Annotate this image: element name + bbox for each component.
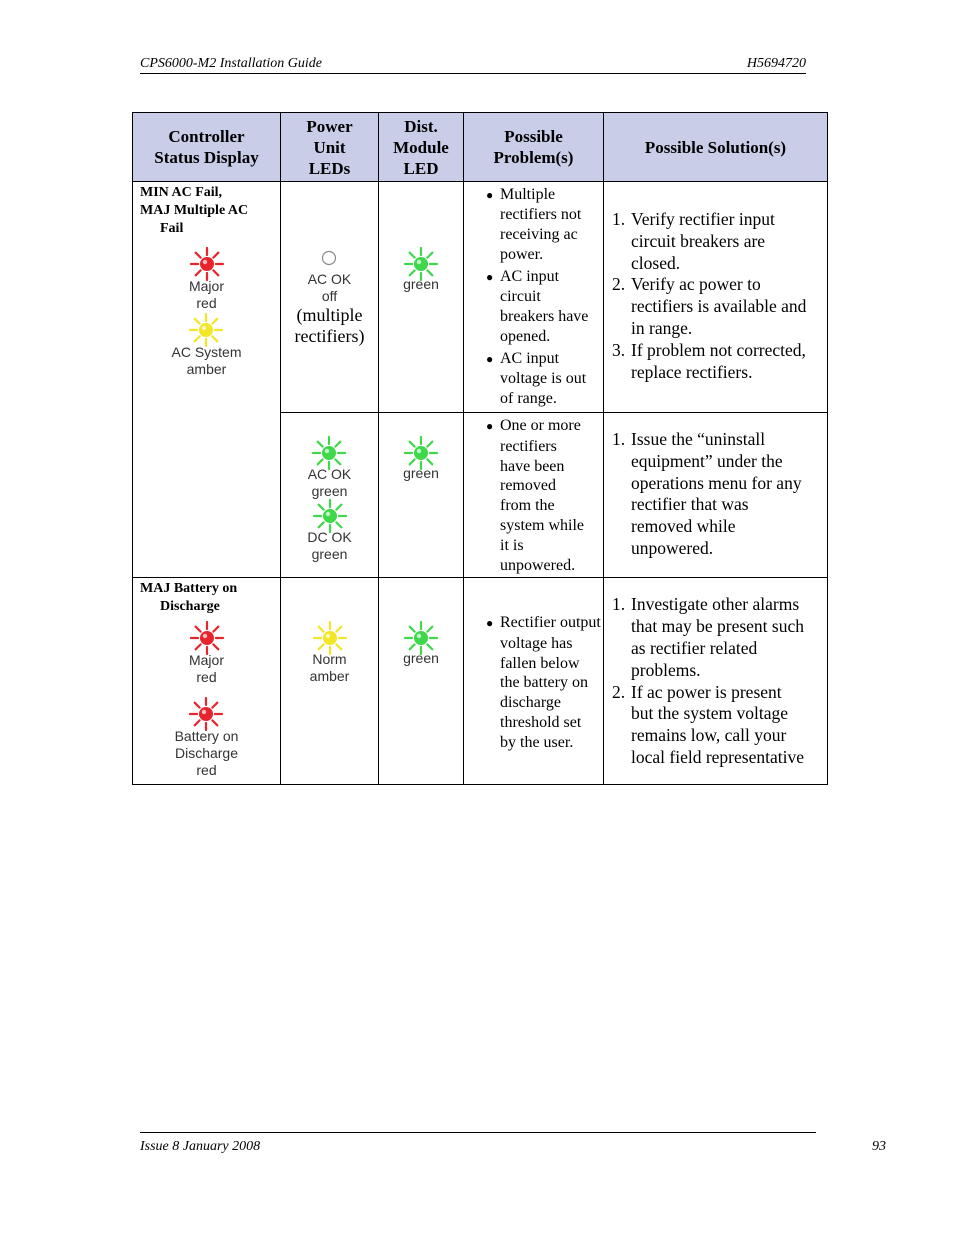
led-label-line: Major [188, 278, 224, 294]
list-item: 1. Issue the “uninstall equipment” under the operations menu for any rectifier that was removed while unpowered. [612, 429, 802, 558]
header-power-unit [281, 113, 379, 182]
controller-title-line: Fail [160, 221, 184, 236]
solution-line: problems. [631, 659, 701, 680]
led-label-line: red [196, 669, 217, 686]
dist-module-cell [379, 413, 464, 578]
solution-line: unpowered. [631, 537, 714, 558]
led-amber-icon [188, 312, 224, 348]
problem-line: voltage has [500, 635, 573, 653]
led-label-line: AC System [171, 344, 242, 360]
controller-led-group [133, 246, 280, 378]
solution-line: rectifiers is available and [631, 296, 807, 317]
problem-list [464, 613, 603, 752]
dist-module-cell [379, 578, 464, 785]
solution-line: closed. [631, 252, 681, 273]
header-problem-line: Problem(s) [493, 148, 574, 167]
power-unit-cell [281, 578, 379, 785]
problem-line: have been [500, 457, 565, 475]
problem-line: Multiple [500, 186, 556, 203]
power-note-line: rectifiers) [294, 326, 365, 346]
solution-line: If problem not corrected, [631, 339, 806, 360]
problem-list [464, 185, 603, 409]
led-label-line: amber [309, 668, 350, 685]
problem-line: from the [500, 497, 555, 515]
controller-led-group [133, 620, 280, 779]
problem-line: system while [500, 516, 584, 534]
led-label [171, 344, 241, 378]
controller-led-major [189, 620, 225, 686]
problem-line: AC input [500, 350, 560, 367]
solution-line: removed while [631, 516, 736, 537]
header-controller-line: Status Display [154, 148, 259, 167]
list-item: ● Multiple rectifiers not receiving ac power. [486, 186, 582, 263]
problem-line: removed [500, 477, 556, 495]
solution-line: that may be present such [631, 616, 805, 637]
controller-alarm-title [133, 182, 280, 238]
page-number: 93 [872, 1139, 886, 1154]
problem-line: fallen below [500, 654, 580, 672]
problem-line: discharge [500, 694, 562, 712]
header-doc-title: CPS6000-M2 Installation Guide [140, 56, 322, 71]
problem-line: the battery on [500, 674, 588, 692]
power-note [295, 305, 365, 347]
solution-line: circuit breakers are [631, 230, 766, 251]
led-red-icon [188, 696, 224, 732]
problem-line: Rectifier output [500, 614, 601, 632]
solution-list [604, 429, 827, 560]
led-label [310, 651, 350, 685]
controller-alarm-title [133, 578, 280, 616]
power-led-norm [281, 620, 378, 685]
led-label-line: AC OK [307, 466, 352, 482]
list-item: 1. Investigate other alarms that may be present such as rectifier related problems. [612, 594, 805, 680]
problem-list [464, 416, 603, 575]
led-label-line: amber [186, 361, 227, 377]
led-label-line: AC OK [307, 271, 352, 287]
led-label-line: Major [188, 652, 224, 669]
problem-line: breakers have [500, 308, 589, 325]
led-label-line: Battery on [174, 728, 239, 745]
header-dist-line: Dist. [404, 116, 438, 136]
controller-title-line: MIN AC Fail, [140, 185, 223, 200]
controller-cell [133, 182, 281, 578]
page-footer [140, 1139, 886, 1155]
controller-title-line: Discharge [160, 599, 220, 615]
dist-led [379, 620, 463, 667]
power-led-group [281, 247, 378, 347]
solution-line: operations menu for any [631, 472, 802, 493]
problem-line: receiving ac [500, 226, 578, 243]
power-note-line: (multiple [296, 305, 363, 325]
power-led-dc-ok [307, 498, 351, 563]
led-label [308, 271, 352, 305]
table-row [133, 578, 828, 785]
led-label: green [403, 276, 439, 292]
dist-led [379, 246, 463, 293]
led-off-icon [318, 247, 340, 269]
header-dist-line: LED [403, 158, 439, 178]
header-dist-module [379, 113, 464, 182]
led-label-line: red [196, 295, 217, 311]
problem-line: rectifiers not [500, 206, 582, 223]
problem-cell [464, 182, 604, 413]
solution-cell [604, 578, 828, 785]
list-item: ● AC input voltage is out of range. [486, 350, 587, 407]
solution-cell [604, 182, 828, 413]
list-item: ● One or more rectifiers have been removed from the system while it is unpowered. [486, 417, 584, 574]
solution-line: as rectifier related [631, 637, 758, 658]
header-controller-line: Controller [168, 127, 245, 146]
led-label-line: Norm [312, 651, 347, 668]
solution-line: Issue the “uninstall [631, 429, 766, 449]
controller-title-line: MAJ Battery on [140, 581, 238, 597]
header-controller [133, 113, 281, 182]
header-solution: Possible Solution(s) [604, 113, 828, 182]
power-unit-cell [281, 413, 379, 578]
solution-line: replace rectifiers. [631, 361, 753, 382]
controller-led-major [189, 246, 225, 312]
header-doc-number: H5694720 [746, 56, 806, 71]
header-problem-line: Possible [504, 127, 563, 146]
footer-issue: Issue 8 January 2008 [140, 1139, 261, 1154]
controller-title-line: MAJ Multiple AC [140, 203, 249, 218]
solution-line: but the system voltage [631, 703, 788, 724]
solution-list [604, 594, 827, 768]
list-item: 2. If ac power is present but the system voltage remains low, call your local field representative [612, 681, 804, 767]
header-dist-line: Module [393, 137, 449, 157]
solution-line: local field representative [631, 746, 804, 767]
controller-cell [133, 578, 281, 785]
dist-led [379, 435, 463, 482]
led-red-icon [189, 246, 225, 282]
led-label [189, 278, 224, 312]
page-header [140, 55, 806, 74]
problem-line: it is [500, 536, 524, 554]
solution-line: Verify ac power to [631, 274, 761, 295]
led-label [189, 652, 224, 686]
led-label-line: green [311, 546, 348, 562]
problem-line: threshold set [500, 713, 582, 731]
solution-cell [604, 413, 828, 578]
solution-line: in range. [631, 317, 693, 338]
power-led-ac-ok [308, 435, 352, 500]
led-label [307, 529, 351, 563]
solution-line: remains low, call your [631, 725, 787, 746]
power-led-ac-ok [308, 247, 352, 305]
power-unit-cell [281, 182, 379, 413]
led-label [175, 728, 239, 779]
list-item: ● AC input circuit breakers have opened. [486, 268, 589, 345]
led-label: green [403, 650, 439, 667]
header-problem [464, 113, 604, 182]
footer-rule [140, 1132, 816, 1133]
problem-line: One or more [500, 417, 581, 434]
header-power-line: Power [306, 116, 353, 136]
list-item: 2. Verify ac power to rectifiers is available and in range. [612, 274, 807, 338]
controller-led-battery-discharge [175, 696, 239, 779]
problem-cell [464, 413, 604, 578]
power-led-group [281, 435, 378, 563]
led-label-line: DC OK [307, 529, 352, 545]
problem-line: rectifiers [500, 437, 557, 455]
header-power-line: Unit [313, 137, 346, 157]
controller-led-ac-system [171, 312, 241, 378]
problem-line: by the user. [500, 733, 574, 751]
dist-module-cell [379, 182, 464, 413]
solution-line: rectifier that was [631, 494, 749, 515]
list-item: 1. Verify rectifier input circuit breakers are closed. [612, 209, 775, 273]
led-label-line: off [321, 288, 338, 304]
list-item: ● Rectifier output voltage has fallen below the battery on discharge threshold set by the user. [486, 614, 601, 751]
problem-line: AC input [500, 268, 560, 285]
table-row [133, 182, 828, 413]
problem-line: voltage is out [500, 370, 587, 387]
problem-line: circuit [500, 288, 541, 305]
problem-cell [464, 578, 604, 785]
problem-line: unpowered. [500, 556, 576, 574]
led-label: green [403, 465, 439, 481]
table-header-row [133, 113, 828, 182]
alarm-troubleshooting-table [132, 112, 828, 785]
header-power-line: LEDs [308, 158, 351, 178]
led-label-line: Discharge [174, 745, 238, 762]
problem-line: of range. [500, 390, 557, 407]
led-label [308, 466, 352, 500]
problem-line: power. [500, 246, 544, 263]
led-label-line: red [196, 762, 217, 779]
solution-line: equipment” under the [631, 450, 783, 471]
list-item: 3. If problem not corrected, replace rectifiers. [612, 339, 806, 382]
led-label-line: green [311, 483, 348, 499]
solution-line: Verify rectifier input [631, 209, 775, 229]
led-red-icon [189, 620, 225, 656]
solution-line: Investigate other alarms [631, 594, 800, 615]
solution-line: If ac power is present [631, 681, 782, 702]
solution-list [604, 209, 827, 383]
problem-line: opened. [500, 328, 551, 345]
